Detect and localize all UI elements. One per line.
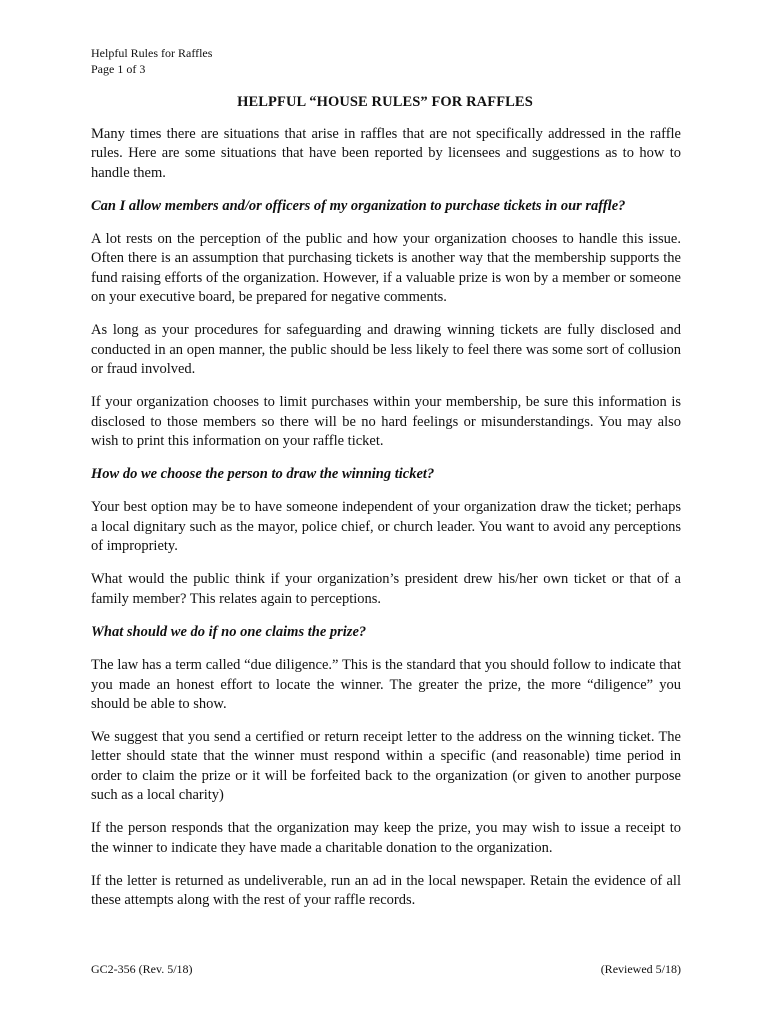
running-header xyxy=(91,45,212,77)
section-paragraph: What would the public think if your organization’s president drew his/her own ticket or that of a family member? This relates again to perceptions. xyxy=(91,571,681,607)
section-paragraph: As long as your procedures for safeguarding and drawing winning tickets are fully disclosed and conducted in an open manner, the public should be less likely to feel there was some sort of collusion or fraud involved. xyxy=(91,322,681,377)
section-question: What should we do if no one claims the prize? xyxy=(91,623,367,640)
section-paragraph: We suggest that you send a certified or return receipt letter to the address on the winning ticket. The letter should state that the winner must respond within a specific (and reasonable) time period in order to claim the prize or it will be forfeited back to the organization (or given to another purpose such as a local charity) xyxy=(91,729,681,804)
section-members-purchase xyxy=(91,197,681,451)
document-body xyxy=(91,125,681,925)
section-paragraph: Your best option may be to have someone independent of your organization draw the ticket; perhaps a local dignitary such as the mayor, police chief, or church leader. You want to avoid any perceptions of impropriety. xyxy=(91,499,681,555)
section-drawing-person xyxy=(91,465,681,609)
section-paragraph: The law has a term called “due diligence.” This is the standard that you should follow to indicate that you made an honest effort to locate the winner. The greater the prize, the more “diligence” you should be able to show. xyxy=(91,657,681,712)
section-question: Can I allow members and/or officers of my organization to purchase tickets in our raffle? xyxy=(91,197,626,214)
header-doc-title: Helpful Rules for Raffles xyxy=(91,46,213,60)
section-unclaimed-prize xyxy=(91,623,681,911)
page-title: HELPFUL “HOUSE RULES” FOR RAFFLES xyxy=(237,94,533,110)
footer-reviewed-date: (Reviewed 5/18) xyxy=(600,962,681,976)
header-page-number: Page 1 of 3 xyxy=(91,62,146,76)
intro-paragraph: Many times there are situations that arise in raffles that are not specifically addressed in the raffle rules. Here are some situations that have been reported by licensees and suggestions as to how to handle them. xyxy=(91,126,681,181)
section-paragraph: If the letter is returned as undeliverable, run an ad in the local newspaper. Retain the evidence of all these attempts along with the rest of your raffle records. xyxy=(91,872,681,909)
footer-form-number: GC2-356 (Rev. 5/18) xyxy=(91,962,193,976)
section-paragraph: A lot rests on the perception of the public and how your organization chooses to handle this issue. Often there is an assumption that purchasing tickets is another way that the membership supports the fund raising efforts of the organization. However, if a valuable prize is won by a member or someone on your executive board, be prepared for negative comments. xyxy=(91,231,681,306)
section-question: How do we choose the person to draw the winning ticket? xyxy=(91,466,435,483)
section-paragraph: If your organization chooses to limit purchases within your membership, be sure this information is disclosed to those members so there will be no hard feelings or misunderstandings. You may also wish to print this information on your raffle ticket. xyxy=(91,394,681,449)
section-paragraph: If the person responds that the organization may keep the prize, you may wish to issue a receipt to the winner to indicate they have made a charitable donation to the organization. xyxy=(91,820,681,856)
